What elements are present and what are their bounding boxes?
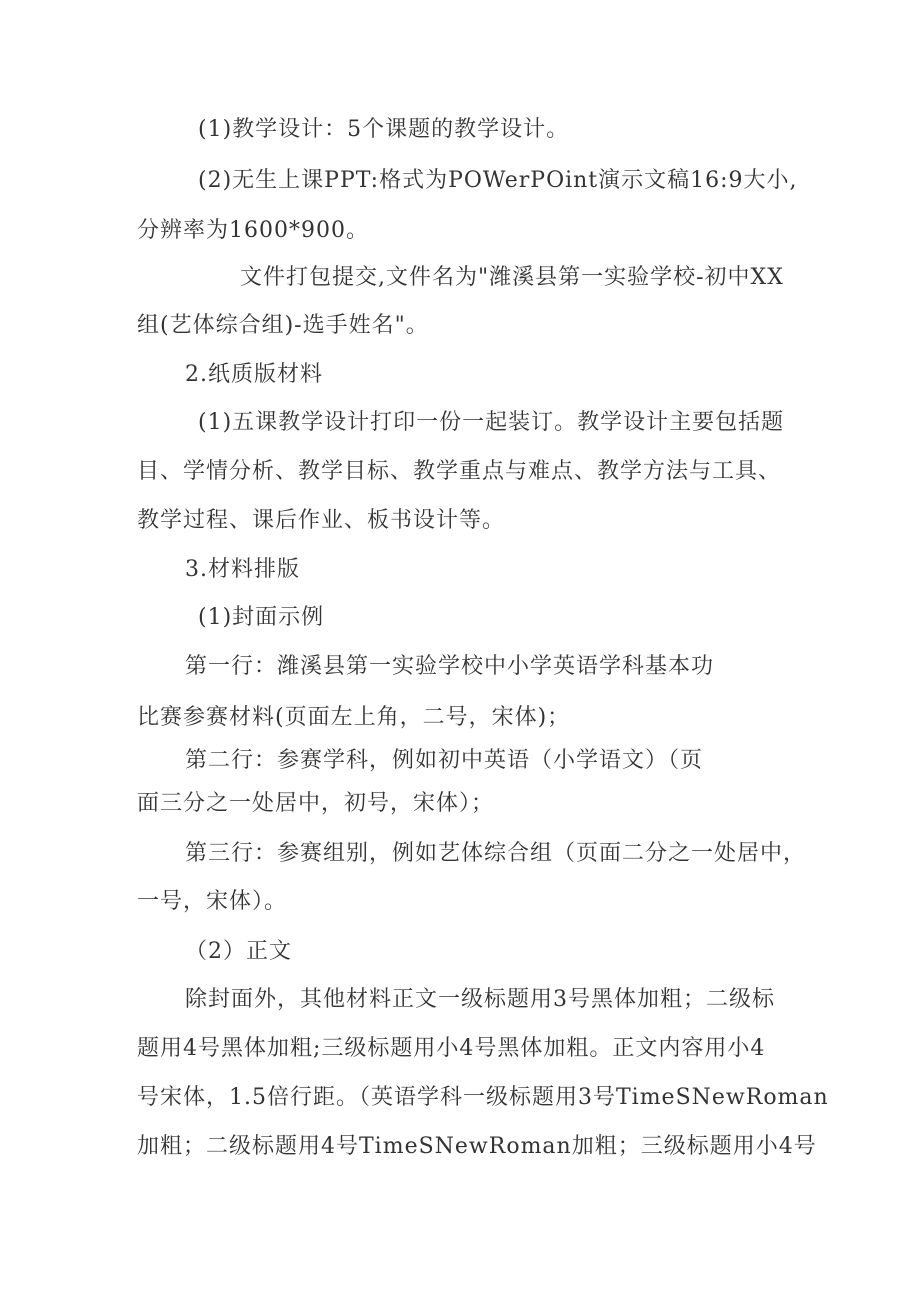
text-line: 目、学情分析、教学目标、教学重点与难点、教学方法与工具、 [137,459,782,484]
text-line: 一号，宋体）。 [137,889,288,914]
text-line: 组(艺体综合组)-选手姓名"。 [137,313,429,338]
subsection-heading: (1)封面示例 [198,605,325,630]
text-line: 面三分之一处居中，初号，宋体）； [137,791,495,816]
text-line: 号宋体，1.5倍行距。（英语学科一级标题用3号TimeSNewRoman [137,1085,829,1110]
subsection-heading: （2）正文 [185,939,292,964]
text-line: 文件打包提交,文件名为"潍溪县第一实验学校-初中XX [240,265,784,290]
text-line: (1)教学设计：5个课题的教学设计。 [198,117,570,142]
text-line: 比赛参赛材料(页面左上角，二号，宋体)； [137,705,571,730]
section-heading: 3.材料排版 [185,557,300,582]
text-line: 加粗；二级标题用4号TimeSNewRoman加粗；三级标题用小4号 [137,1134,817,1159]
section-heading: 2.纸质版材料 [185,362,323,387]
text-line: 题用4号黑体加粗;三级标题用小4号黑体加粗。正文内容用小4 [137,1036,766,1061]
text-line: (1)五课教学设计打印一份一起装订。教学设计主要包括题 [198,410,785,435]
text-line: (2)无生上课PPT:格式为POWerPOint演示文稿16:9大小, [198,168,798,193]
text-line: 第一行：潍溪县第一实验学校中小学英语学科基本功 [185,654,715,679]
text-line: 第二行：参赛学科，例如初中英语（小学语文）（页 [185,748,704,773]
text-line: 第三行：参赛组别，例如艺体综合组（页面二分之一处居中， [185,841,807,866]
text-line: 分辨率为1600*900。 [137,218,369,243]
text-line: 教学过程、课后作业、板书设计等。 [137,508,506,533]
text-line: 除封面外，其他材料正文一级标题用3号黑体加粗；二级标 [185,987,775,1012]
